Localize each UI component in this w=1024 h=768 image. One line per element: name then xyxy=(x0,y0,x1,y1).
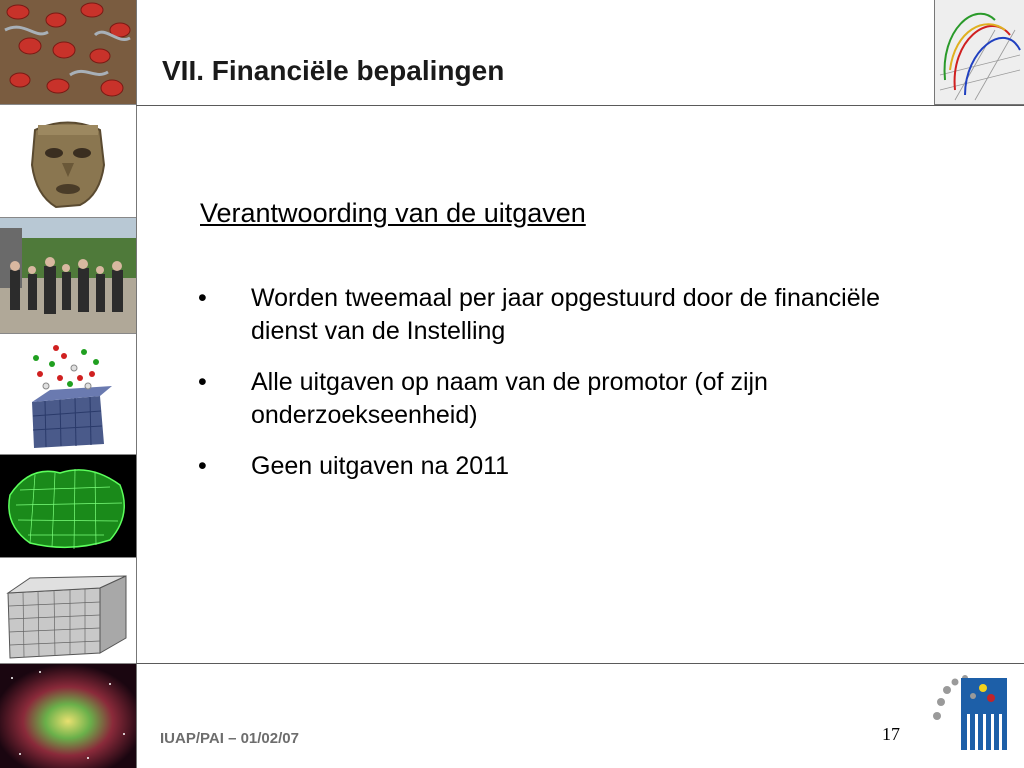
bullet-item xyxy=(198,450,898,483)
bullet-item xyxy=(198,366,898,432)
ancient-mask-image xyxy=(0,105,136,218)
left-image-strip xyxy=(0,0,137,768)
green-3d-mesh-image xyxy=(0,455,136,558)
bullet-marker: • xyxy=(198,284,207,312)
bullet-marker: • xyxy=(198,368,207,396)
slide-title: VII. Financiële bepalingen xyxy=(162,55,505,86)
iuap-logo xyxy=(925,672,1015,758)
section-heading: Verantwoording van de uitgaven xyxy=(200,198,586,228)
header-divider xyxy=(136,105,1024,106)
footer-text: IUAP/PAI – 01/02/07 xyxy=(160,730,299,747)
footer-divider xyxy=(136,663,1024,664)
molecular-crystal-image xyxy=(0,334,136,455)
bullet-text: Worden tweemaal per jaar opgestuurd door de financiële dienst van de Instelling xyxy=(251,284,881,345)
crowd-street-image xyxy=(0,218,136,334)
magnetic-field-lines-image xyxy=(934,0,1024,105)
nebula-space-image xyxy=(0,664,136,768)
bullet-marker: • xyxy=(198,452,207,480)
bullet-item xyxy=(198,282,898,348)
bullet-text: Geen uitgaven na 2011 xyxy=(251,452,510,480)
bullet-list xyxy=(198,282,898,501)
grid-block-model-image xyxy=(0,558,136,664)
page-number: 17 xyxy=(882,724,900,744)
red-blood-cells-image xyxy=(0,0,136,105)
bullet-text: Alle uitgaven op naam van de promotor (of zijn onderzoekseenheid) xyxy=(251,368,768,429)
